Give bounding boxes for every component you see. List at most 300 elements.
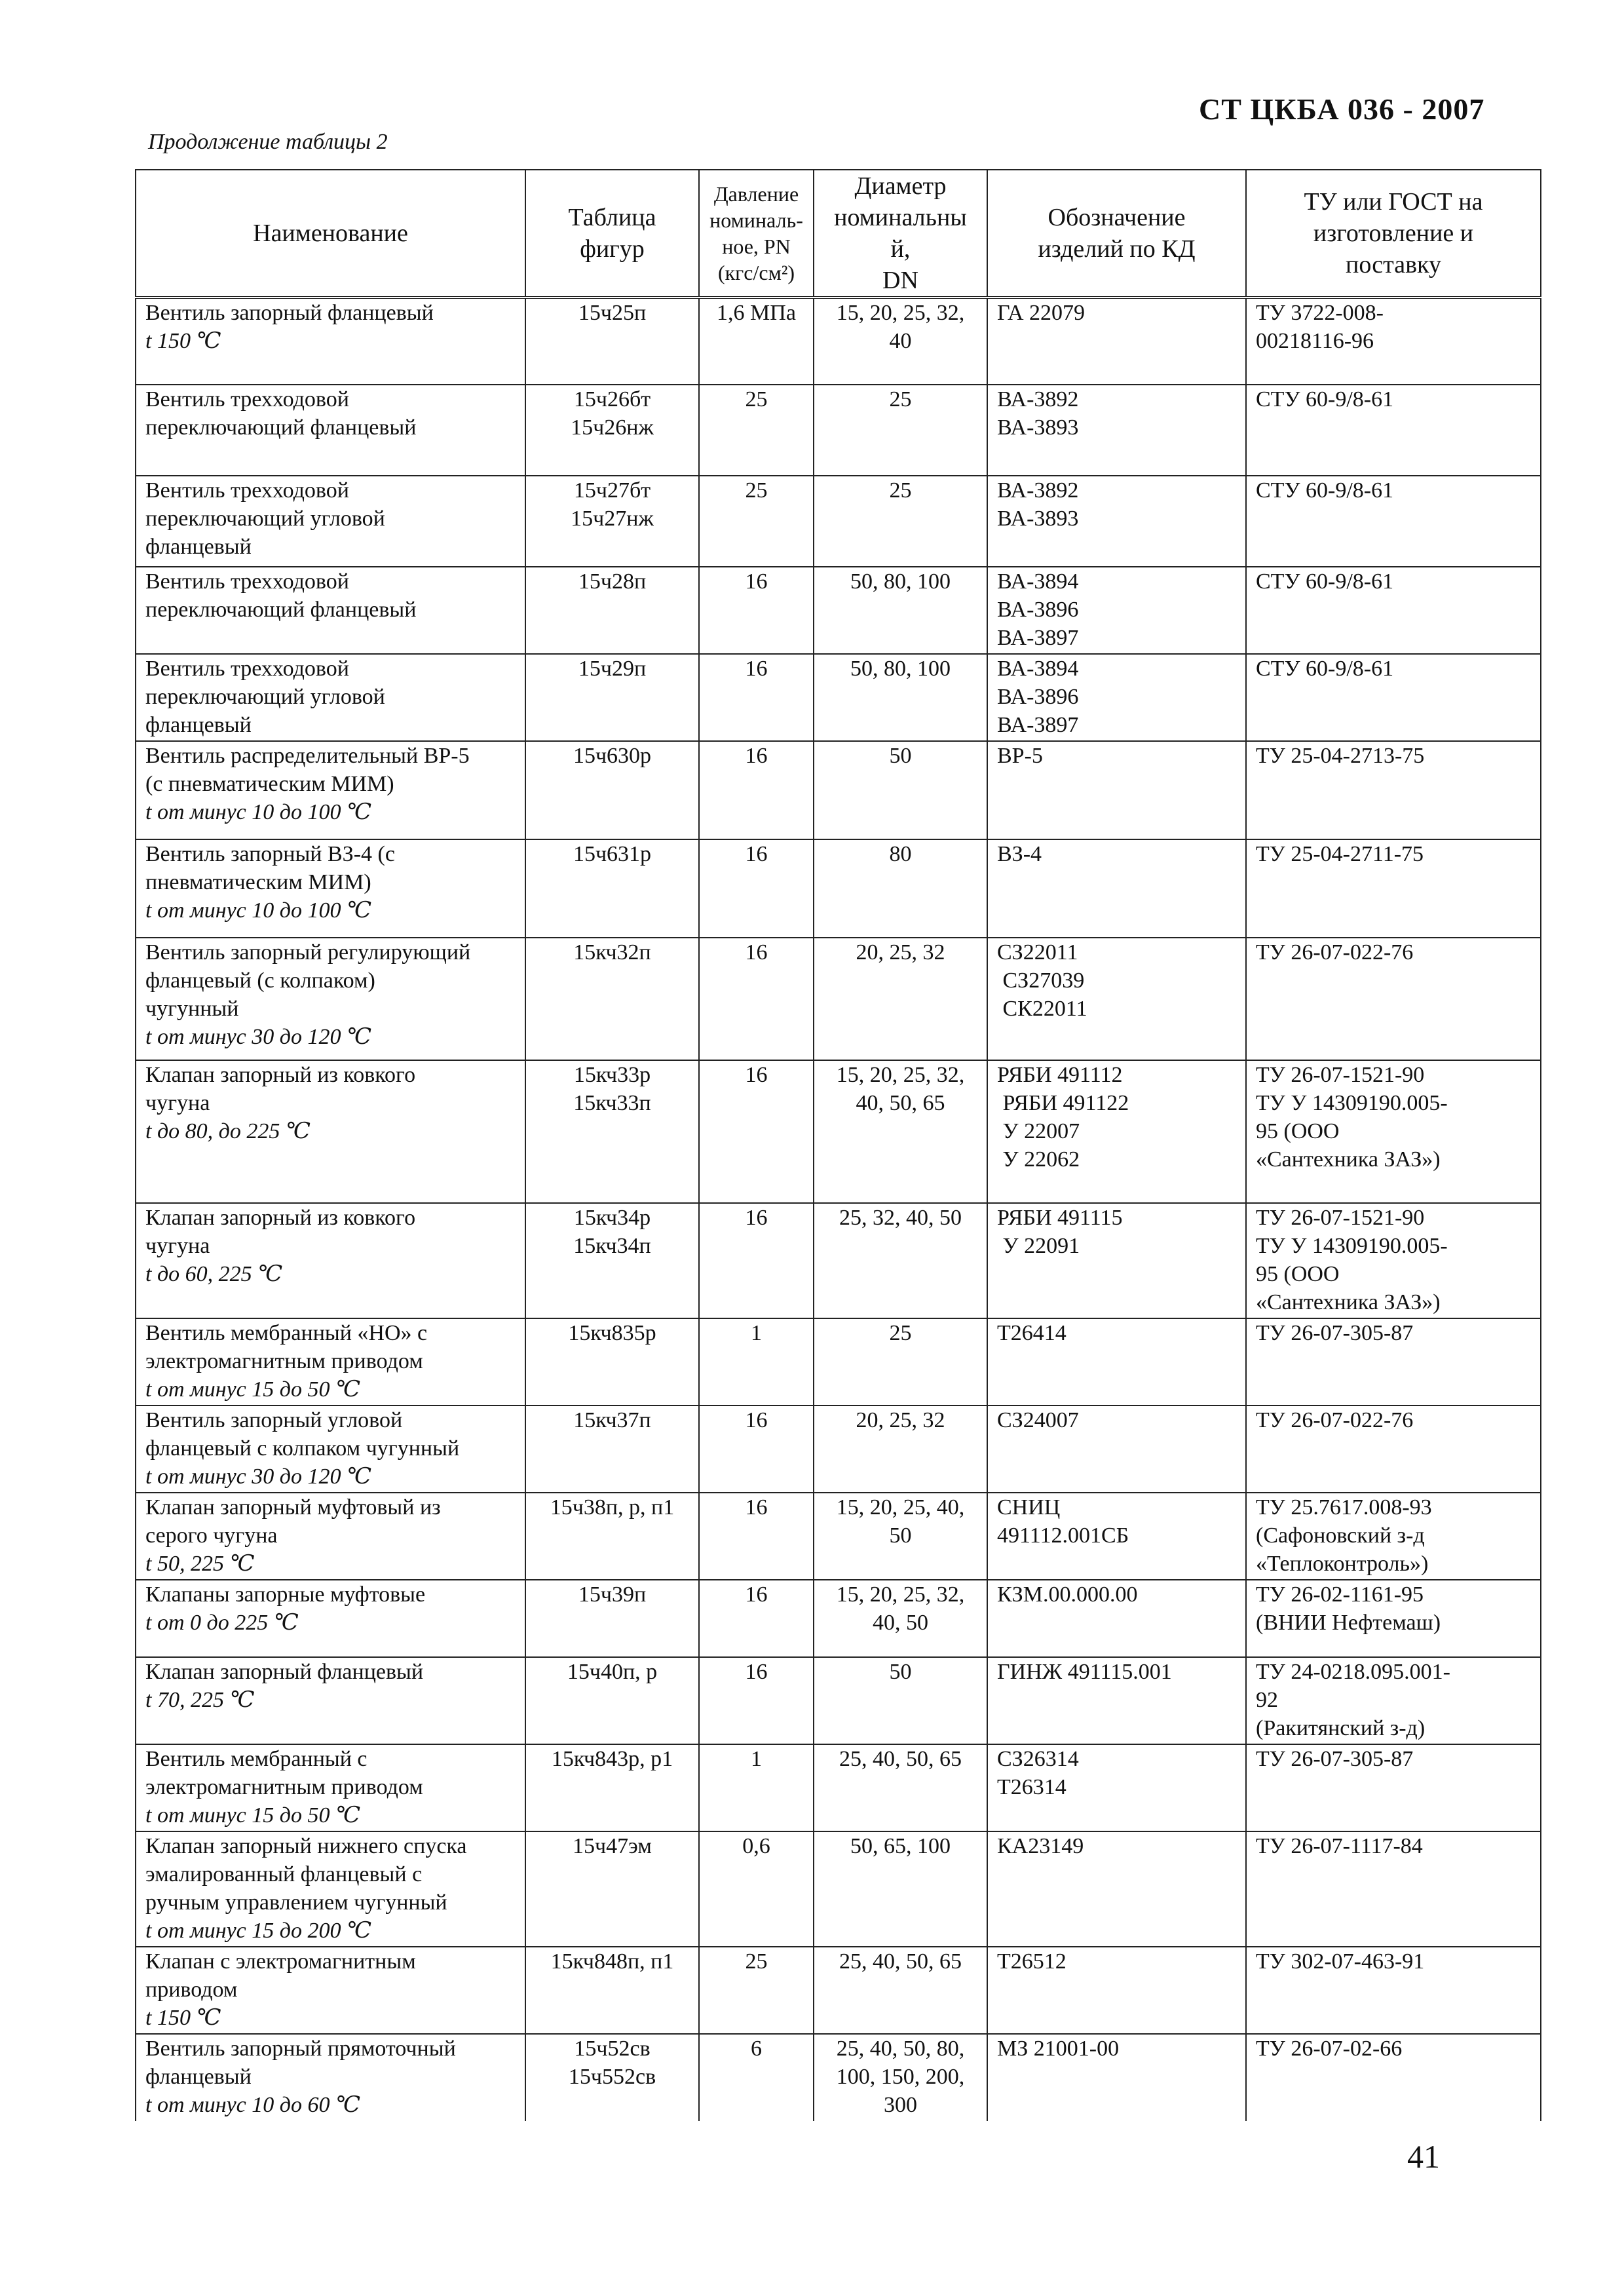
cell-designation bbox=[987, 741, 1246, 839]
cell-designation bbox=[987, 1831, 1246, 1947]
cell-line: ТУ У 14309190.005- bbox=[1256, 1091, 1448, 1115]
cell-line: ВА-3897 bbox=[997, 713, 1079, 737]
cell-figure bbox=[525, 567, 699, 654]
cell-figure bbox=[525, 1203, 699, 1318]
cell-line: (Ракитянский з-д) bbox=[1256, 1716, 1426, 1740]
cell-line: 50 bbox=[889, 1523, 912, 1548]
cell-pressure: 1 bbox=[699, 1318, 814, 1406]
cell-line: 15ч40п, р bbox=[567, 1660, 658, 1684]
cell-standard bbox=[1246, 297, 1541, 385]
cell-designation bbox=[987, 1744, 1246, 1831]
cell-line: Вентиль трехходовой bbox=[145, 657, 349, 681]
cell-designation bbox=[987, 839, 1246, 938]
cell-standard bbox=[1246, 938, 1541, 1060]
header-name: Наименование bbox=[136, 170, 525, 297]
cell-line: 40 bbox=[889, 329, 912, 353]
cell-line: Клапан запорный нижнего спуска bbox=[145, 1834, 467, 1858]
cell-diameter bbox=[814, 1580, 987, 1657]
table-row bbox=[136, 2034, 1541, 2121]
cell-line: ТУ 26-07-022-76 bbox=[1256, 1408, 1414, 1432]
table-row bbox=[136, 1406, 1541, 1493]
cell-figure bbox=[525, 1318, 699, 1406]
cell-figure bbox=[525, 1493, 699, 1580]
cell-temperature: t до 60, 225 ℃ bbox=[145, 1262, 283, 1286]
cell-pressure: 16 bbox=[699, 654, 814, 741]
cell-standard bbox=[1246, 567, 1541, 654]
cell-line: 15ч630р bbox=[573, 744, 652, 768]
table-row bbox=[136, 476, 1541, 567]
cell-line: ВА-3892 bbox=[997, 478, 1079, 503]
cell-designation bbox=[987, 1580, 1246, 1657]
cell-diameter bbox=[814, 654, 987, 741]
cell-line: ТУ 24-0218.095.001- bbox=[1256, 1660, 1450, 1684]
header-designation: Обозначение изделий по КД bbox=[987, 170, 1246, 297]
cell-line: СТУ 60-9/8-61 bbox=[1256, 569, 1394, 594]
cell-line: СТУ 60-9/8-61 bbox=[1256, 657, 1394, 681]
cell-pressure: 16 bbox=[699, 1406, 814, 1493]
cell-figure bbox=[525, 297, 699, 385]
cell-line: переключающий фланцевый bbox=[145, 415, 417, 440]
cell-line: 100, 150, 200, bbox=[836, 2065, 965, 2089]
cell-line: Т26414 bbox=[997, 1321, 1067, 1345]
cell-line: ВА-3893 bbox=[997, 415, 1079, 440]
cell-standard bbox=[1246, 1203, 1541, 1318]
table-row bbox=[136, 385, 1541, 476]
cell-line: 15кч34п bbox=[573, 1234, 651, 1258]
cell-line: ТУ 25.7617.008-93 bbox=[1256, 1495, 1432, 1520]
cell-line: 15, 20, 25, 32, bbox=[836, 1063, 965, 1087]
cell-line: 300 bbox=[884, 2093, 917, 2117]
cell-temperature: t 150 ℃ bbox=[145, 329, 221, 353]
cell-line: У 22062 bbox=[997, 1147, 1080, 1172]
table-header-row bbox=[136, 170, 1541, 297]
cell-standard bbox=[1246, 1060, 1541, 1203]
cell-figure bbox=[525, 1406, 699, 1493]
cell-name bbox=[136, 1580, 525, 1657]
cell-pressure: 1,6 МПа bbox=[699, 297, 814, 385]
cell-line: 95 (ООО bbox=[1256, 1262, 1340, 1286]
cell-pressure: 16 bbox=[699, 938, 814, 1060]
cell-line: СЗ24007 bbox=[997, 1408, 1079, 1432]
cell-line: «Сантехника ЗАЗ») bbox=[1256, 1147, 1441, 1172]
cell-line: 25, 40, 50, 65 bbox=[839, 1949, 962, 1974]
cell-line: 40, 50, 65 bbox=[856, 1091, 945, 1115]
cell-line: ГА 22079 bbox=[997, 301, 1086, 325]
cell-line: фланцевый bbox=[145, 535, 252, 559]
cell-standard bbox=[1246, 839, 1541, 938]
cell-standard bbox=[1246, 385, 1541, 476]
cell-temperature: t от минус 10 до 100 ℃ bbox=[145, 898, 371, 923]
cell-line: ГИНЖ 491115.001 bbox=[997, 1660, 1172, 1684]
cell-standard bbox=[1246, 1580, 1541, 1657]
cell-line: Вентиль мембранный «НО» с bbox=[145, 1321, 428, 1345]
cell-standard bbox=[1246, 1493, 1541, 1580]
cell-pressure: 25 bbox=[699, 385, 814, 476]
cell-pressure: 16 bbox=[699, 1580, 814, 1657]
header-pressure: Давление номиналь- ное, PN (кгс/см²) bbox=[699, 170, 814, 297]
cell-diameter bbox=[814, 1947, 987, 2034]
cell-line: У 22007 bbox=[997, 1119, 1080, 1143]
cell-line: ТУ 302-07-463-91 bbox=[1256, 1949, 1425, 1974]
cell-line: Клапаны запорные муфтовые bbox=[145, 1582, 426, 1607]
cell-designation bbox=[987, 297, 1246, 385]
cell-line: 25, 40, 50, 65 bbox=[839, 1747, 962, 1771]
cell-name bbox=[136, 385, 525, 476]
cell-line: ВА-3894 bbox=[997, 657, 1079, 681]
cell-line: ТУ 25-04-2713-75 bbox=[1256, 744, 1425, 768]
cell-temperature: t от минус 15 до 50 ℃ bbox=[145, 1803, 360, 1827]
cell-line: СЗ26314 bbox=[997, 1747, 1079, 1771]
cell-designation bbox=[987, 385, 1246, 476]
cell-diameter bbox=[814, 2034, 987, 2121]
table-row bbox=[136, 1657, 1541, 1744]
cell-pressure: 1 bbox=[699, 1744, 814, 1831]
cell-pressure: 16 bbox=[699, 741, 814, 839]
cell-line: Клапан с электромагнитным bbox=[145, 1949, 416, 1974]
cell-diameter bbox=[814, 1831, 987, 1947]
cell-figure bbox=[525, 476, 699, 567]
cell-line: КА23149 bbox=[997, 1834, 1084, 1858]
table-continuation-caption: Продолжение таблицы 2 bbox=[148, 130, 388, 154]
cell-line: 15ч552св bbox=[568, 2065, 656, 2089]
table-row bbox=[136, 1060, 1541, 1203]
cell-line: 95 (ООО bbox=[1256, 1119, 1340, 1143]
cell-line: 25, 40, 50, 80, bbox=[836, 2037, 965, 2061]
cell-diameter bbox=[814, 1406, 987, 1493]
cell-line: фланцевый с колпаком чугунный bbox=[145, 1436, 460, 1461]
cell-line: ручным управлением чугунный bbox=[145, 1890, 447, 1915]
cell-line: 20, 25, 32 bbox=[856, 940, 945, 965]
cell-line: переключающий фланцевый bbox=[145, 598, 417, 622]
cell-diameter bbox=[814, 1203, 987, 1318]
cell-line: 15кч33р bbox=[573, 1063, 651, 1087]
cell-designation bbox=[987, 567, 1246, 654]
cell-line: фланцевый bbox=[145, 2065, 252, 2089]
cell-line: ТУ 26-07-305-87 bbox=[1256, 1321, 1414, 1345]
cell-standard bbox=[1246, 476, 1541, 567]
cell-line: 25 bbox=[889, 478, 912, 503]
cell-line: 15ч47эм bbox=[573, 1834, 652, 1858]
cell-line: ТУ 26-07-305-87 bbox=[1256, 1747, 1414, 1771]
cell-line: ВЗ-4 bbox=[997, 842, 1042, 866]
valve-specification-table bbox=[135, 169, 1541, 2121]
cell-line: фланцевый bbox=[145, 713, 252, 737]
cell-line: 15кч32п bbox=[573, 940, 651, 965]
cell-line: Клапан запорный муфтовый из bbox=[145, 1495, 441, 1520]
cell-line: чугунный bbox=[145, 997, 239, 1021]
table-row bbox=[136, 567, 1541, 654]
table-row bbox=[136, 839, 1541, 938]
cell-line: 15кч835р bbox=[568, 1321, 656, 1345]
cell-line: 50, 65, 100 bbox=[850, 1834, 951, 1858]
cell-line: 15ч52св bbox=[574, 2037, 651, 2061]
cell-line: 15ч26бт bbox=[573, 387, 651, 411]
cell-diameter bbox=[814, 741, 987, 839]
cell-line: РЯБИ 491122 bbox=[997, 1091, 1129, 1115]
cell-line: электромагнитным приводом bbox=[145, 1775, 423, 1799]
cell-line: Клапан запорный фланцевый bbox=[145, 1660, 424, 1684]
cell-name bbox=[136, 839, 525, 938]
cell-line: 15ч26нж bbox=[571, 415, 654, 440]
cell-line: СНИЦ bbox=[997, 1495, 1061, 1520]
table-row bbox=[136, 938, 1541, 1060]
cell-line: 15ч25п bbox=[578, 301, 647, 325]
cell-line: 50, 80, 100 bbox=[850, 569, 951, 594]
cell-name bbox=[136, 2034, 525, 2121]
cell-diameter bbox=[814, 1318, 987, 1406]
cell-designation bbox=[987, 1318, 1246, 1406]
cell-line: СТУ 60-9/8-61 bbox=[1256, 387, 1394, 411]
cell-line: Вентиль трехходовой bbox=[145, 387, 349, 411]
cell-figure bbox=[525, 1831, 699, 1947]
cell-line: Вентиль запорный ВЗ-4 (с bbox=[145, 842, 395, 866]
cell-standard bbox=[1246, 654, 1541, 741]
cell-line: ТУ 26-07-1521-90 bbox=[1256, 1063, 1425, 1087]
cell-designation bbox=[987, 476, 1246, 567]
cell-line: 15кч34р bbox=[573, 1206, 651, 1230]
cell-line: 15кч37п bbox=[573, 1408, 651, 1432]
cell-figure bbox=[525, 1657, 699, 1744]
cell-name bbox=[136, 297, 525, 385]
cell-line: эмалированный фланцевый с bbox=[145, 1862, 423, 1886]
cell-line: ТУ 3722-008- bbox=[1256, 301, 1384, 325]
cell-designation bbox=[987, 1947, 1246, 2034]
cell-designation bbox=[987, 2034, 1246, 2121]
cell-figure bbox=[525, 1947, 699, 2034]
cell-line: ТУ 25-04-2711-75 bbox=[1256, 842, 1424, 866]
cell-line: СК22011 bbox=[997, 997, 1087, 1021]
cell-line: электромагнитным приводом bbox=[145, 1349, 423, 1373]
cell-pressure: 16 bbox=[699, 1203, 814, 1318]
cell-line: Вентиль запорный регулирующий bbox=[145, 940, 471, 965]
cell-line: 25, 32, 40, 50 bbox=[839, 1206, 962, 1230]
cell-designation bbox=[987, 1060, 1246, 1203]
cell-diameter bbox=[814, 839, 987, 938]
cell-line: Клапан запорный из ковкого bbox=[145, 1206, 416, 1230]
cell-line: 50 bbox=[889, 744, 912, 768]
table-body bbox=[136, 297, 1541, 2121]
cell-name bbox=[136, 1744, 525, 1831]
cell-designation bbox=[987, 1203, 1246, 1318]
cell-line: «Теплоконтроль») bbox=[1256, 1552, 1429, 1576]
cell-line: Вентиль запорный угловой bbox=[145, 1408, 403, 1432]
cell-line: чугуна bbox=[145, 1091, 210, 1115]
cell-pressure: 16 bbox=[699, 1060, 814, 1203]
cell-line: 15, 20, 25, 32, bbox=[836, 1582, 965, 1607]
cell-line: 25 bbox=[889, 1321, 912, 1345]
cell-line: 40, 50 bbox=[873, 1611, 928, 1635]
cell-line: 20, 25, 32 bbox=[856, 1408, 945, 1432]
table-row bbox=[136, 1831, 1541, 1947]
cell-designation bbox=[987, 1406, 1246, 1493]
cell-line: 50 bbox=[889, 1660, 912, 1684]
cell-line: ВР-5 bbox=[997, 744, 1043, 768]
cell-temperature: t от минус 15 до 200 ℃ bbox=[145, 1919, 371, 1943]
cell-line: 50, 80, 100 bbox=[850, 657, 951, 681]
cell-standard bbox=[1246, 741, 1541, 839]
cell-line: Вентиль запорный прямоточный bbox=[145, 2037, 456, 2061]
cell-temperature: t 50, 225 ℃ bbox=[145, 1552, 255, 1576]
cell-line: МЗ 21001-00 bbox=[997, 2037, 1120, 2061]
cell-pressure: 16 bbox=[699, 1493, 814, 1580]
cell-line: Вентиль трехходовой bbox=[145, 569, 349, 594]
cell-line: Вентиль запорный фланцевый bbox=[145, 301, 434, 325]
cell-line: СЗ22011 bbox=[997, 940, 1078, 965]
cell-designation bbox=[987, 654, 1246, 741]
cell-pressure: 6 bbox=[699, 2034, 814, 2121]
header-diameter: Диаметр номинальны й, DN bbox=[814, 170, 987, 297]
cell-pressure: 25 bbox=[699, 476, 814, 567]
cell-line: Т26314 bbox=[997, 1775, 1067, 1799]
cell-line: фланцевый (с колпаком) bbox=[145, 968, 375, 993]
cell-line: 15ч27нж bbox=[571, 507, 654, 531]
cell-pressure: 16 bbox=[699, 839, 814, 938]
cell-line: пневматическим МИМ) bbox=[145, 870, 371, 894]
cell-line: (Сафоновский з-д bbox=[1256, 1523, 1425, 1548]
cell-line: ТУ 26-07-022-76 bbox=[1256, 940, 1414, 965]
table-row bbox=[136, 1203, 1541, 1318]
cell-line: 15ч28п bbox=[578, 569, 647, 594]
cell-line: 15ч29п bbox=[578, 657, 647, 681]
cell-line: РЯБИ 491112 bbox=[997, 1063, 1123, 1087]
cell-line: переключающий угловой bbox=[145, 507, 385, 531]
cell-diameter bbox=[814, 476, 987, 567]
cell-pressure: 16 bbox=[699, 567, 814, 654]
table-row bbox=[136, 1580, 1541, 1657]
cell-diameter bbox=[814, 385, 987, 476]
cell-line: СТУ 60-9/8-61 bbox=[1256, 478, 1394, 503]
cell-diameter bbox=[814, 297, 987, 385]
cell-line: ВА-3893 bbox=[997, 507, 1079, 531]
cell-standard bbox=[1246, 2034, 1541, 2121]
cell-line: ВА-3892 bbox=[997, 387, 1079, 411]
cell-line: Т26512 bbox=[997, 1949, 1067, 1974]
cell-pressure: 25 bbox=[699, 1947, 814, 2034]
cell-line: 15, 20, 25, 32, bbox=[836, 301, 965, 325]
cell-line: 15ч39п bbox=[578, 1582, 647, 1607]
cell-figure bbox=[525, 839, 699, 938]
cell-line: У 22091 bbox=[997, 1234, 1080, 1258]
table-row bbox=[136, 741, 1541, 839]
cell-figure bbox=[525, 938, 699, 1060]
cell-line: ТУ 26-07-1117-84 bbox=[1256, 1834, 1423, 1858]
cell-line: 15кч848п, п1 bbox=[550, 1949, 674, 1974]
cell-temperature: t 150 ℃ bbox=[145, 2006, 221, 2030]
cell-diameter bbox=[814, 938, 987, 1060]
cell-name bbox=[136, 476, 525, 567]
cell-diameter bbox=[814, 1060, 987, 1203]
cell-line: ВА-3894 bbox=[997, 569, 1079, 594]
cell-line: ВА-3896 bbox=[997, 685, 1079, 709]
cell-diameter bbox=[814, 1744, 987, 1831]
cell-designation bbox=[987, 1493, 1246, 1580]
cell-line: 15ч38п, р, п1 bbox=[550, 1495, 675, 1520]
table-row bbox=[136, 1318, 1541, 1406]
cell-temperature: t от минус 15 до 50 ℃ bbox=[145, 1377, 360, 1402]
cell-line: КЗМ.00.000.00 bbox=[997, 1582, 1138, 1607]
cell-temperature: t от минус 30 до 120 ℃ bbox=[145, 1025, 371, 1049]
cell-pressure: 16 bbox=[699, 1657, 814, 1744]
cell-designation bbox=[987, 938, 1246, 1060]
cell-line: Клапан запорный из ковкого bbox=[145, 1063, 416, 1087]
cell-name bbox=[136, 654, 525, 741]
cell-temperature: t от минус 30 до 120 ℃ bbox=[145, 1464, 371, 1489]
cell-temperature: t от минус 10 до 100 ℃ bbox=[145, 800, 371, 824]
cell-figure bbox=[525, 2034, 699, 2121]
table-row bbox=[136, 654, 1541, 741]
cell-name bbox=[136, 1203, 525, 1318]
cell-line: Вентиль трехходовой bbox=[145, 478, 349, 503]
table-row bbox=[136, 1744, 1541, 1831]
cell-line: 15кч33п bbox=[573, 1091, 651, 1115]
cell-name bbox=[136, 567, 525, 654]
cell-line: приводом bbox=[145, 1978, 238, 2002]
cell-line: «Сантехника ЗАЗ») bbox=[1256, 1290, 1441, 1314]
cell-designation bbox=[987, 1657, 1246, 1744]
cell-line: ТУ 26-07-02-66 bbox=[1256, 2037, 1403, 2061]
header-figure-table: Таблица фигур bbox=[525, 170, 699, 297]
cell-line: (ВНИИ Нефтемаш) bbox=[1256, 1611, 1441, 1635]
cell-line: 15, 20, 25, 40, bbox=[836, 1495, 965, 1520]
cell-temperature: t до 80, до 225 ℃ bbox=[145, 1119, 311, 1143]
cell-temperature: t от минус 10 до 60 ℃ bbox=[145, 2093, 360, 2117]
cell-line: ТУ 26-02-1161-95 bbox=[1256, 1582, 1424, 1607]
cell-standard bbox=[1246, 1947, 1541, 2034]
cell-line: 15ч631р bbox=[573, 842, 652, 866]
cell-line: серого чугуна bbox=[145, 1523, 278, 1548]
cell-standard bbox=[1246, 1744, 1541, 1831]
cell-line: ВА-3896 bbox=[997, 598, 1079, 622]
header-standard: ТУ или ГОСТ на изготовление и поставку bbox=[1246, 170, 1541, 297]
cell-line: ТУ 26-07-1521-90 bbox=[1256, 1206, 1425, 1230]
page-number: 41 bbox=[1407, 2138, 1440, 2175]
cell-line: 80 bbox=[889, 842, 912, 866]
cell-name bbox=[136, 1060, 525, 1203]
cell-line: Вентиль мембранный с bbox=[145, 1747, 368, 1771]
cell-diameter bbox=[814, 1657, 987, 1744]
cell-figure bbox=[525, 385, 699, 476]
table-row bbox=[136, 1947, 1541, 2034]
cell-figure bbox=[525, 741, 699, 839]
cell-line: 15кч843р, р1 bbox=[551, 1747, 673, 1771]
cell-figure bbox=[525, 1580, 699, 1657]
cell-line: (с пневматическим МИМ) bbox=[145, 772, 394, 796]
cell-name bbox=[136, 1947, 525, 2034]
cell-line: 92 bbox=[1256, 1688, 1278, 1712]
cell-pressure: 0,6 bbox=[699, 1831, 814, 1947]
cell-name bbox=[136, 741, 525, 839]
cell-name bbox=[136, 1831, 525, 1947]
cell-name bbox=[136, 1318, 525, 1406]
cell-figure bbox=[525, 1744, 699, 1831]
cell-line: чугуна bbox=[145, 1234, 210, 1258]
cell-temperature: t от 0 до 225 ℃ bbox=[145, 1611, 299, 1635]
table-row bbox=[136, 297, 1541, 385]
cell-line: СЗ27039 bbox=[997, 968, 1085, 993]
cell-standard bbox=[1246, 1318, 1541, 1406]
cell-line: РЯБИ 491115 bbox=[997, 1206, 1123, 1230]
table-row bbox=[136, 1493, 1541, 1580]
cell-name bbox=[136, 938, 525, 1060]
cell-figure bbox=[525, 654, 699, 741]
cell-name bbox=[136, 1406, 525, 1493]
cell-temperature: t 70, 225 ℃ bbox=[145, 1688, 255, 1712]
cell-line: 00218116-96 bbox=[1256, 329, 1374, 353]
cell-diameter bbox=[814, 567, 987, 654]
cell-figure bbox=[525, 1060, 699, 1203]
cell-line: ТУ У 14309190.005- bbox=[1256, 1234, 1448, 1258]
cell-line: 15ч27бт bbox=[573, 478, 651, 503]
